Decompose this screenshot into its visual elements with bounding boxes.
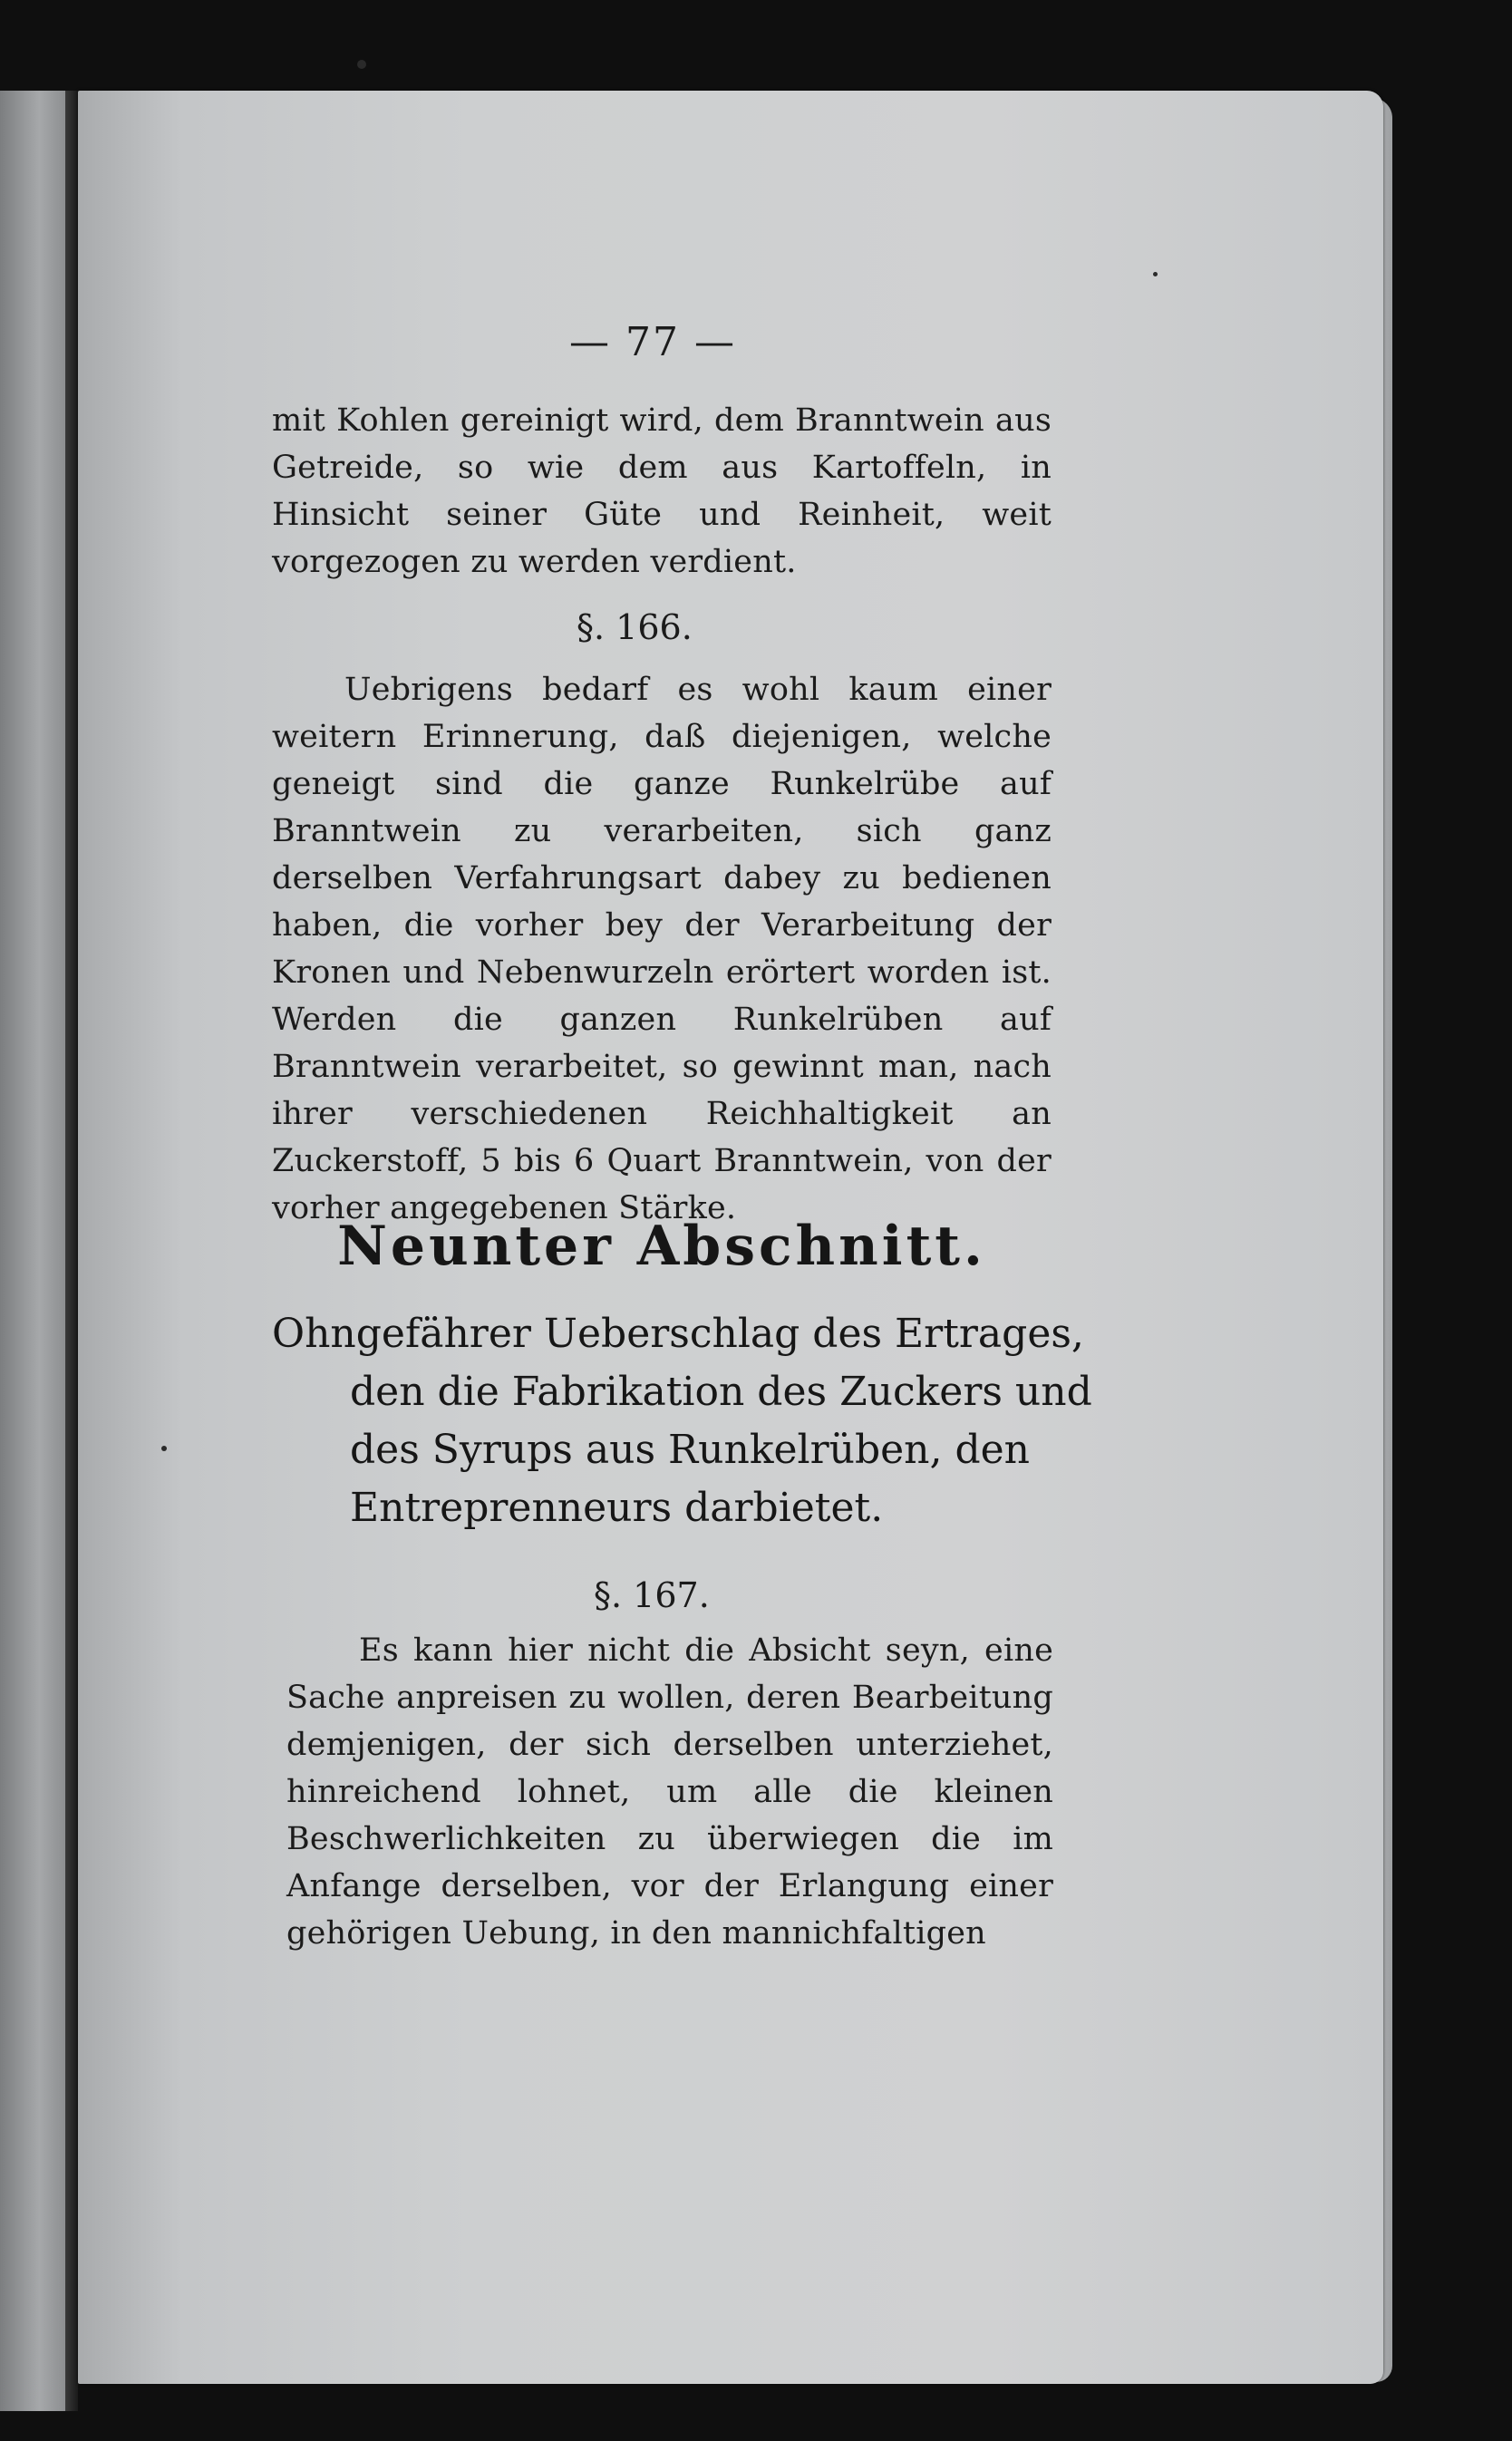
page-number: — 77 — [569, 319, 736, 365]
paragraph-continuation: mit Kohlen gereinigt wird, dem Branntwein aus Getreide, so wie dem aus Kartoffeln, in Hinsicht seiner Güte und Reinheit, weit vorgezogen zu werden verdient. [272, 402, 1052, 580]
section-heading-167: §. 167. [594, 1575, 710, 1615]
chapter-subtitle: Ohngefährer Ueberschlag des Ertrages, den die Fabrikation des Zuckers und des Syrups aus Runkelrüben, den Entreprenneurs darbietet. [272, 1311, 1092, 1531]
dust-speck [357, 60, 366, 69]
dust-speck [1153, 272, 1158, 276]
section-heading-166: §. 166. [577, 607, 693, 647]
left-page-edge [0, 91, 65, 2411]
book-gutter [65, 91, 78, 2411]
paragraph-section-166: Uebrigens bedarf es wohl kaum einer weitern Erinnerung, daß diejenigen, welche geneigt sind die ganze Runkelrübe auf Branntwein zu verarbeiten, sich ganz derselben Verfahrungsart dabey zu bedienen haben, die vorher bey der Verarbeitung der Kronen und Nebenwurzeln erörtert worden ist. Werden die ganzen Runkelrüben auf Branntwein verarbeitet, so gewinnt man, nach ihrer verschiedenen Reichhaltigkeit an Zuckerstoff, 5 bis 6 Quart Branntwein, von der vorher angegebenen Stärke. [272, 672, 1052, 1226]
chapter-title: Neunter Abschnitt. [337, 1215, 986, 1278]
dust-speck [161, 1446, 167, 1451]
paragraph-section-167: Es kann hier nicht die Absicht seyn, eine Sache anpreisen zu wollen, deren Bearbeitung demjenigen, der sich derselben unterziehet, hinreichend lohnet, um alle die kleinen Beschwerlichkeiten zu überwiegen die im Anfange derselben, vor der Erlangung einer gehörigen Uebung, in den mannichfaltigen [286, 1632, 1053, 1952]
